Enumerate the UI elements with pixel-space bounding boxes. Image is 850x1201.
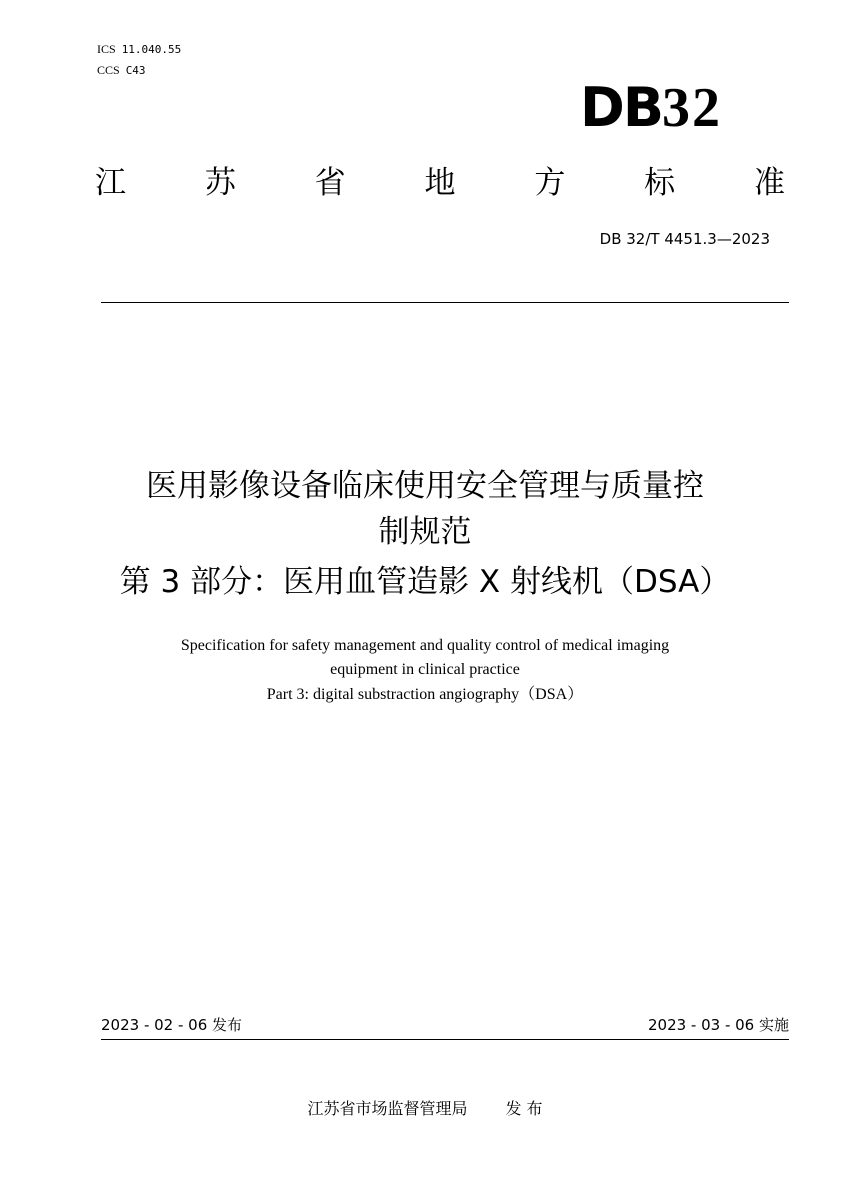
english-subtitle: Part 3: digital substraction angiography（DSA）: [266, 686, 584, 703]
standard-type-char: 江: [95, 165, 126, 201]
publisher: [0, 1096, 850, 1119]
db32-logo: [580, 76, 722, 139]
english-title-line-1: Specification for safety management and quality control of medical imaging: [180, 637, 670, 654]
implementation-date: 2023 - 03 - 06 实施: [647, 1016, 789, 1034]
logo-db: DB: [580, 76, 662, 139]
bottom-divider: [101, 1039, 789, 1040]
ccs-value: C43: [125, 64, 146, 77]
standard-type-char: 苏: [204, 165, 236, 201]
ics-code: [97, 42, 181, 57]
standard-type-char: 省: [314, 165, 346, 201]
chinese-title-line-1: 医用影像设备临床使用安全管理与质量控: [146, 468, 704, 504]
standard-type-char: 方: [534, 165, 566, 201]
standard-type-title: [95, 161, 785, 205]
chinese-subtitle: 第 3 部分：医用血管造影 X 射线机（DSA）: [119, 564, 731, 600]
publisher-name: 江苏省市场监督管理局: [307, 1099, 468, 1118]
ics-value: 11.040.55: [121, 43, 182, 56]
ics-label: ICS: [97, 42, 116, 56]
issue-date: 2023 - 02 - 06 发布: [101, 1016, 243, 1034]
chinese-title-line-2: 制规范: [378, 514, 472, 550]
ccs-code: [97, 63, 146, 78]
top-divider: [101, 302, 789, 303]
standard-type-char: 地: [424, 165, 456, 201]
standard-type-char: 标: [644, 165, 676, 201]
logo-number: 32: [662, 77, 722, 139]
publisher-action: 发 布: [505, 1099, 543, 1118]
standard-type-char: 准: [753, 165, 785, 201]
standard-number: DB 32/T 4451.3—2023: [599, 230, 770, 248]
ccs-label: CCS: [97, 63, 120, 77]
english-title-line-2: equipment in clinical practice: [330, 661, 520, 678]
